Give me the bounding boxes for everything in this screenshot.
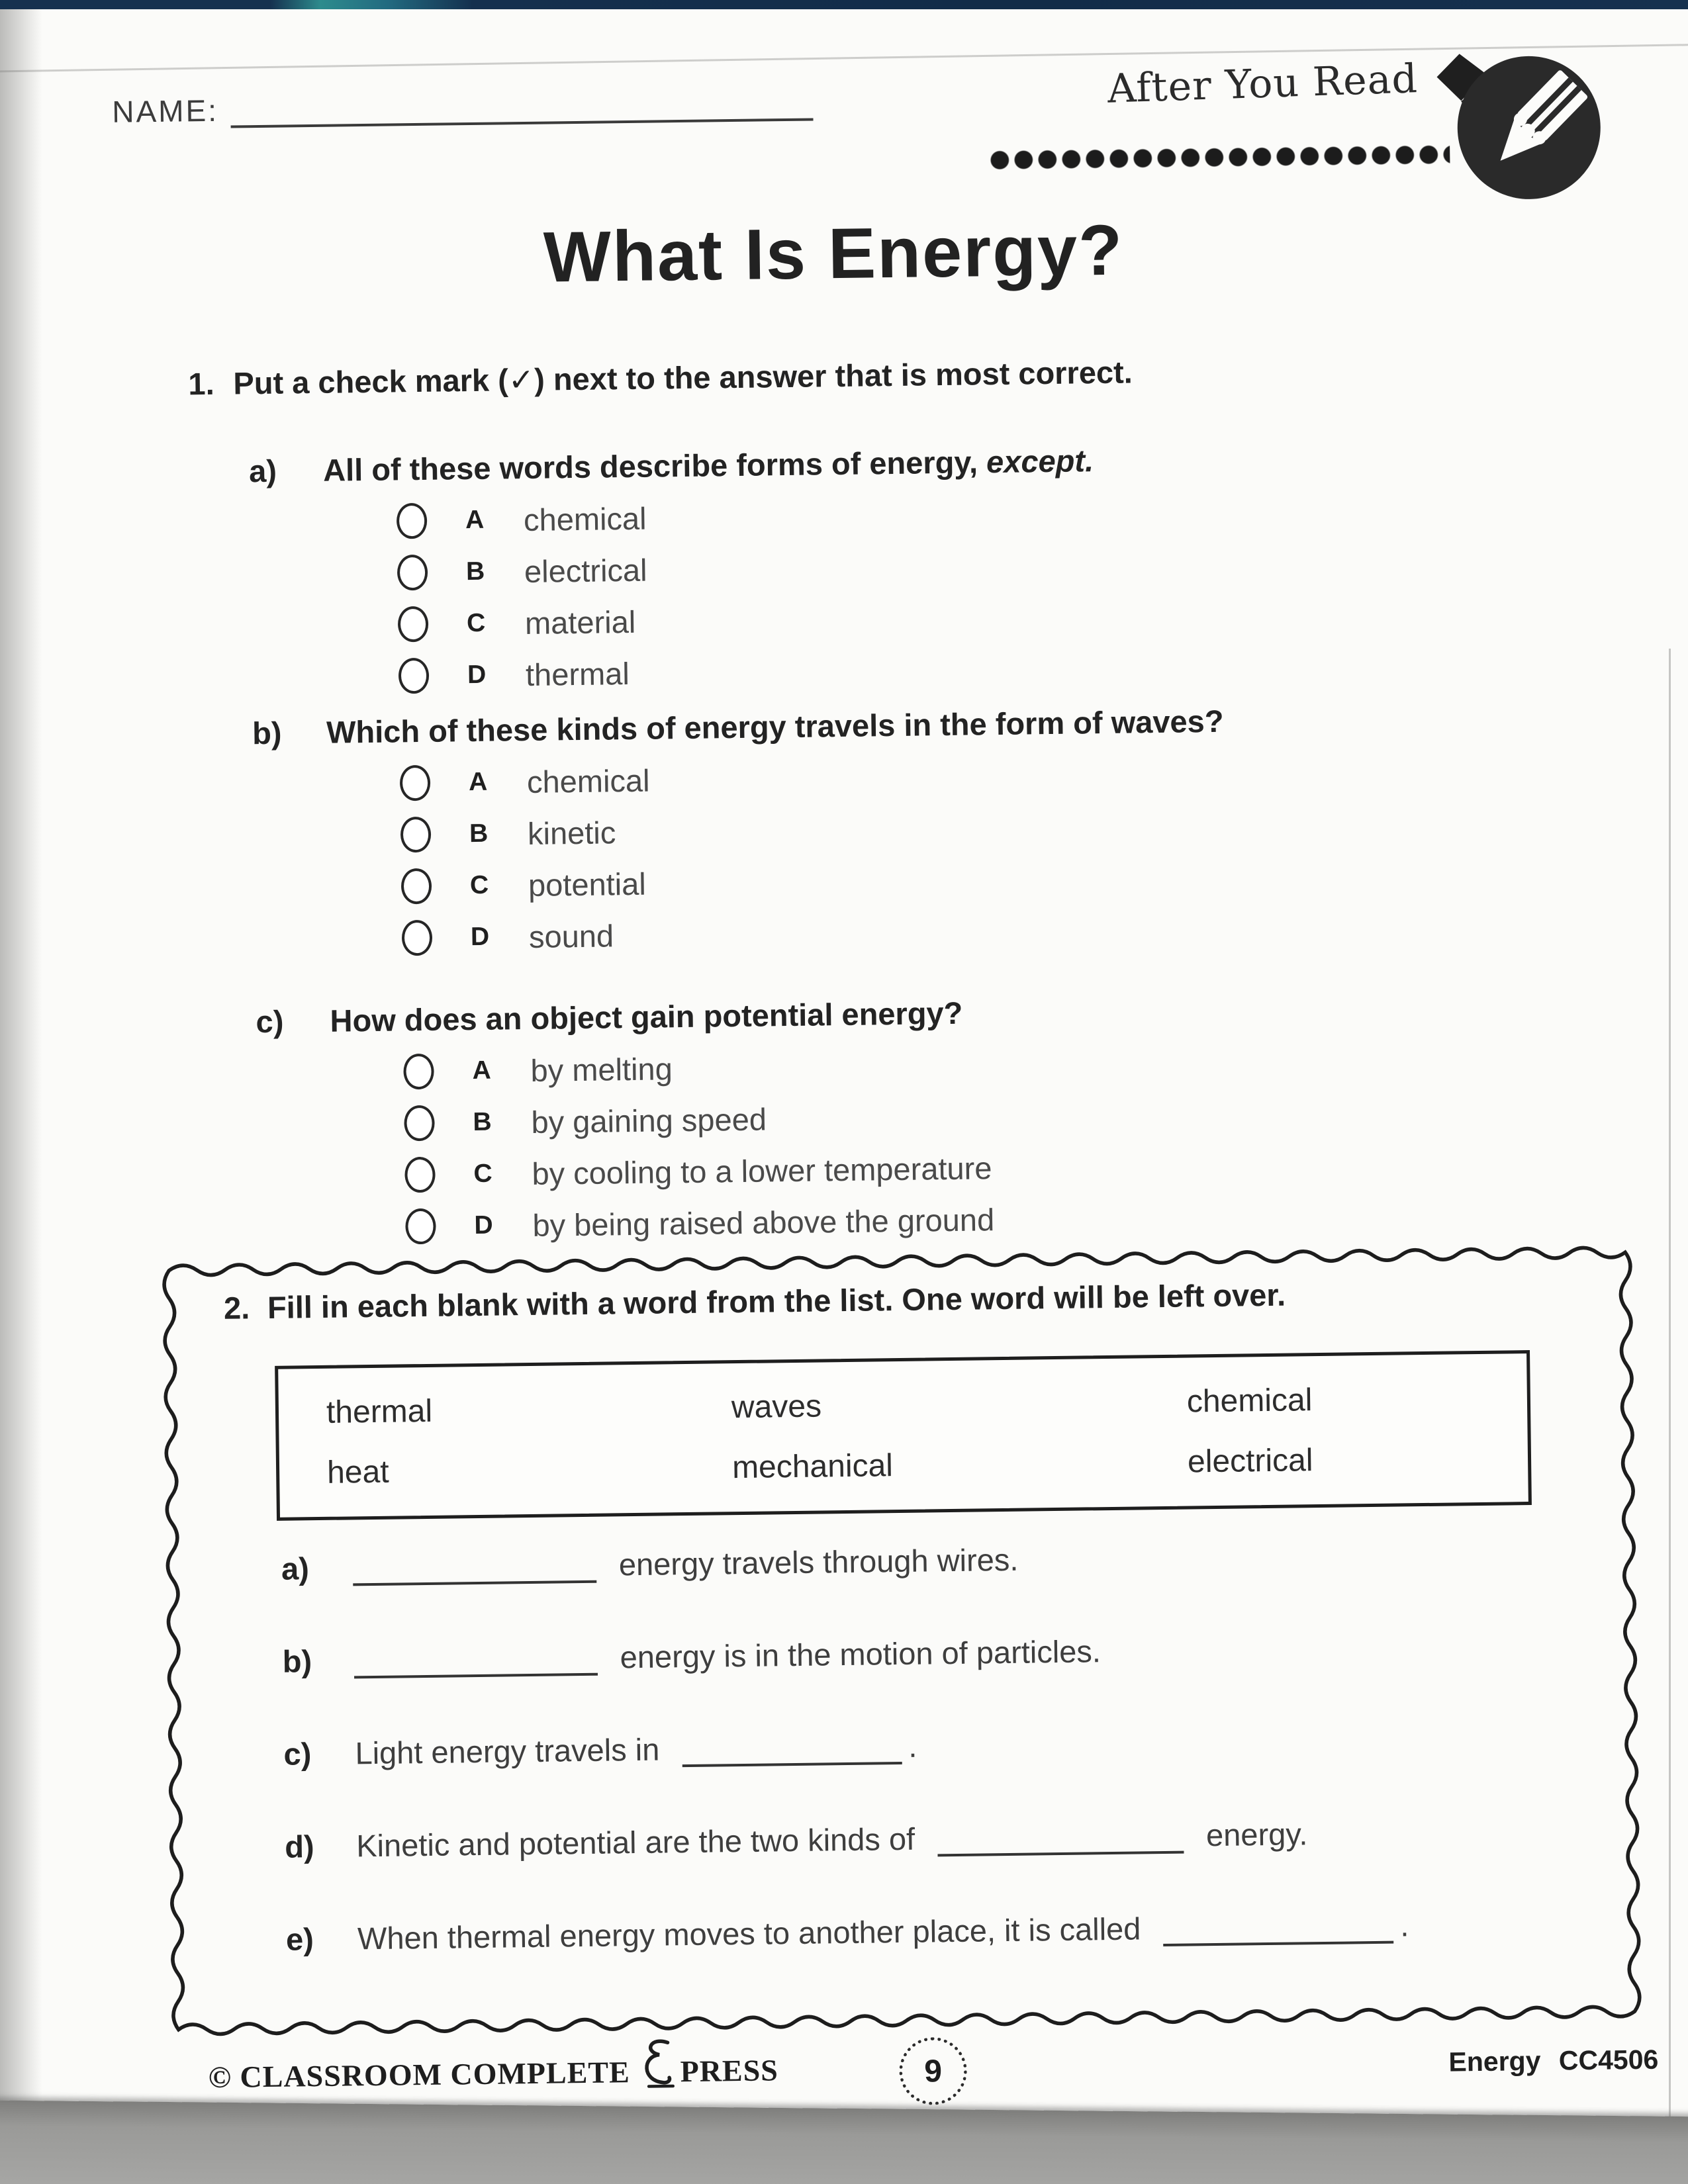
option-letter: B — [473, 1107, 492, 1137]
question-1-parts — [249, 436, 1556, 1255]
word-bank-word: chemical — [1186, 1383, 1313, 1420]
blank-after-text: . — [1399, 1907, 1409, 1943]
option-letter: D — [467, 660, 487, 690]
answer-blank[interactable] — [682, 1726, 902, 1767]
blank-before-text: Kinetic and potential are the two kinds of — [355, 1821, 915, 1864]
option-letter: C — [466, 608, 486, 638]
question-2-number: 2. — [223, 1290, 250, 1326]
answer-circle[interactable] — [401, 868, 432, 905]
word-bank-word: thermal — [326, 1393, 433, 1430]
option-text: sound — [528, 917, 614, 954]
option-letter: A — [472, 1056, 491, 1085]
question-2-text: Fill in each blank with a word from the list. One word will be left over. — [267, 1277, 1286, 1325]
part-label: b) — [252, 715, 282, 751]
part-heading — [256, 987, 1554, 1042]
word-bank-word: heat — [326, 1454, 389, 1490]
part-prompt: Which of these kinds of energy travels in the form of waves? — [326, 703, 1224, 750]
option-letter: B — [465, 557, 485, 586]
option-text: by melting — [530, 1050, 673, 1088]
part-label: c) — [256, 1003, 284, 1040]
option-text: potential — [528, 866, 647, 903]
word-bank — [275, 1350, 1532, 1521]
question-1-text: Put a check mark (✓) next to the answer that is most correct. — [233, 354, 1133, 401]
blank-after-text: energy is in the motion of particles. — [620, 1633, 1102, 1675]
option-letter: A — [465, 505, 485, 535]
part-heading — [252, 698, 1550, 753]
product-code: Energy CC4506 — [1448, 2044, 1659, 2077]
option-text: chemical — [523, 500, 647, 537]
option-text: electrical — [524, 552, 647, 589]
question-1-prompt — [188, 353, 1133, 402]
blank-after-text: energy travels through wires. — [618, 1541, 1019, 1582]
option-text: kinetic — [527, 814, 616, 851]
fill-blank-row — [283, 1719, 1407, 1772]
option-letter: D — [474, 1210, 493, 1240]
copyright-line — [208, 2050, 778, 2097]
answer-blank[interactable] — [1163, 1905, 1394, 1946]
question-part — [252, 698, 1553, 966]
option-letter: B — [469, 819, 489, 848]
part-heading — [249, 436, 1547, 491]
answer-circle[interactable] — [404, 1157, 436, 1193]
dotted-divider — [989, 143, 1450, 171]
answer-blank[interactable] — [937, 1815, 1184, 1857]
word-bank-word: electrical — [1187, 1443, 1313, 1480]
blank-label: b) — [282, 1643, 312, 1679]
answer-blank[interactable] — [353, 1545, 597, 1586]
answer-circle[interactable] — [405, 1208, 436, 1245]
page-number: 9 — [923, 2053, 943, 2089]
part-prompt: All of these words describe forms of energy, except. — [322, 443, 1094, 488]
option-letter: A — [468, 767, 488, 797]
options-list — [256, 1032, 1556, 1255]
answer-circle[interactable] — [399, 658, 430, 694]
question-2-box — [160, 1243, 1644, 2039]
blank-label: c) — [283, 1736, 312, 1772]
option-letter: D — [470, 922, 490, 952]
blank-label: d) — [284, 1829, 314, 1864]
name-field-row — [112, 83, 813, 129]
part-label: a) — [248, 453, 277, 489]
scan-left-shadow — [0, 0, 42, 2184]
after-you-read-label: After You Read — [1106, 56, 1419, 113]
blank-before-text: When thermal energy moves to another place, it is called — [357, 1911, 1141, 1956]
page-number-badge — [899, 2037, 967, 2105]
option-text: material — [524, 604, 636, 641]
fill-in-blanks — [281, 1534, 1410, 2011]
question-part — [256, 987, 1556, 1255]
fill-blank-row — [285, 1812, 1408, 1864]
answer-circle[interactable] — [402, 920, 433, 956]
name-label: NAME: — [111, 93, 219, 129]
answer-circle[interactable] — [397, 555, 428, 591]
option-text: chemical — [526, 762, 650, 799]
name-write-line[interactable] — [230, 83, 814, 128]
option-text: thermal — [525, 655, 630, 692]
answer-circle[interactable] — [398, 606, 429, 643]
answer-circle[interactable] — [403, 1054, 434, 1090]
option-letter: C — [469, 870, 489, 900]
after-you-read-badge — [1107, 50, 1495, 117]
option-text: by gaining speed — [531, 1101, 767, 1140]
press-text: PRESS — [680, 2052, 779, 2088]
blank-label: a) — [281, 1551, 310, 1586]
fill-blank-row — [286, 1905, 1409, 1957]
blank-label: e) — [285, 1921, 314, 1957]
word-bank-word: mechanical — [731, 1448, 894, 1486]
copyright-text: © CLASSROOM COMPLETE — [208, 2054, 630, 2094]
blank-after-text: . — [908, 1728, 917, 1764]
scan-edge-stripe — [0, 0, 1688, 9]
answer-circle[interactable] — [400, 817, 432, 853]
option-text: by cooling to a lower temperature — [532, 1150, 992, 1191]
question-1-number: 1. — [188, 365, 215, 402]
options-list — [250, 481, 1550, 704]
options-list — [253, 743, 1553, 966]
blank-before-text: Light energy travels in — [355, 1731, 660, 1771]
answer-circle[interactable] — [400, 765, 431, 801]
blank-after-text: energy. — [1205, 1816, 1308, 1853]
option-letter: C — [473, 1159, 492, 1189]
part-prompt: How does an object gain potential energy? — [330, 995, 963, 1038]
question-part — [249, 436, 1550, 704]
page-title: What Is Energy? — [543, 209, 1124, 297]
pencil-circle-icon — [1451, 50, 1607, 205]
option-text: by being raised above the ground — [532, 1201, 995, 1243]
answer-circle[interactable] — [404, 1105, 435, 1142]
answer-circle[interactable] — [397, 503, 428, 539]
fill-blank-row — [282, 1627, 1405, 1679]
press-logo-icon — [636, 2034, 679, 2091]
word-bank-word: waves — [731, 1388, 822, 1426]
answer-blank[interactable] — [353, 1637, 598, 1679]
